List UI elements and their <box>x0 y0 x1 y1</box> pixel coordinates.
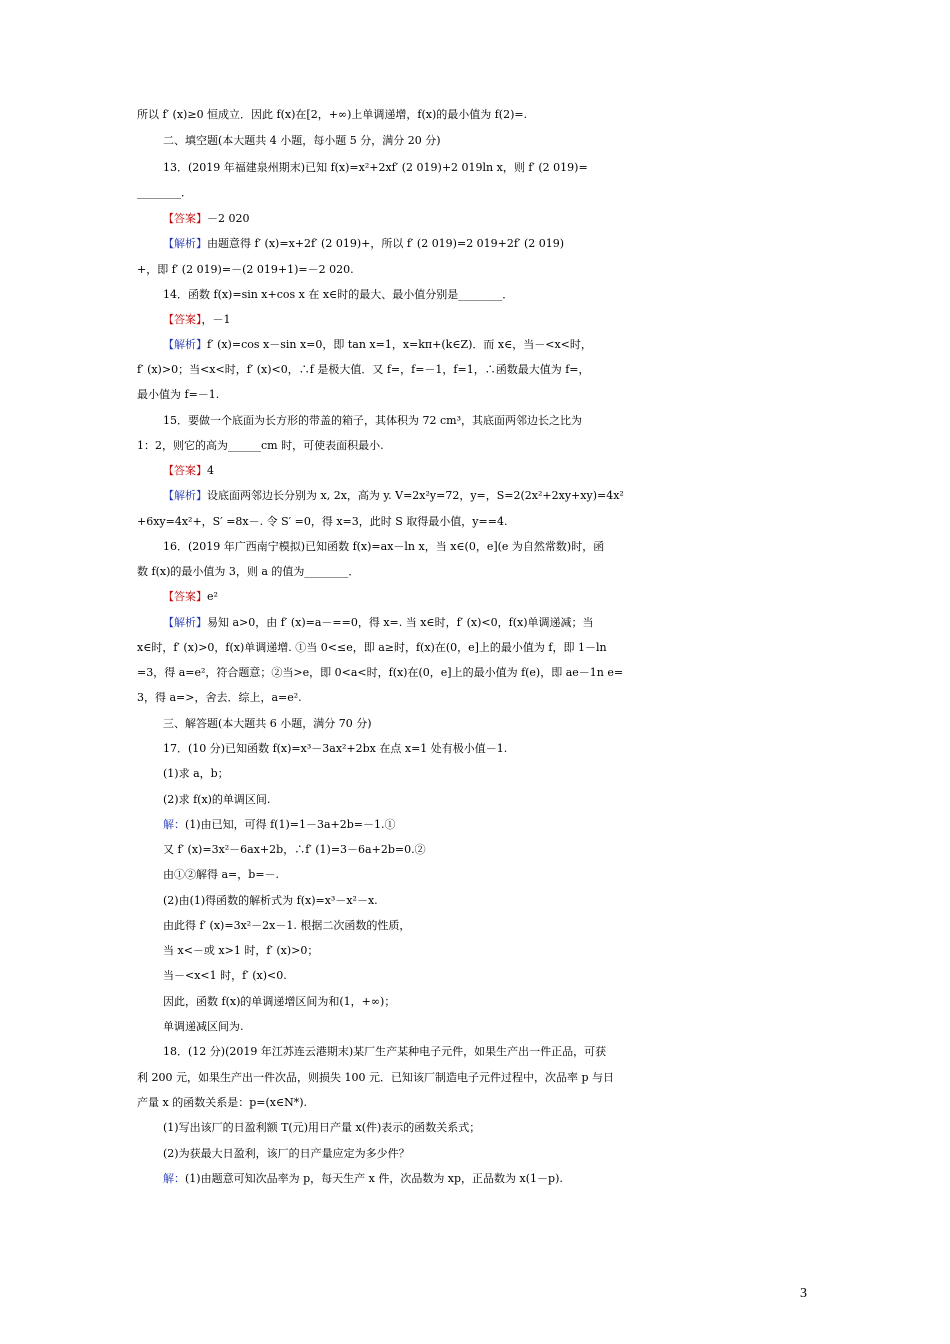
text-line <box>0 890 950 912</box>
line-text: 二、填空题(本大题共 4 小题，每小题 5 分，满分 20 分) <box>163 134 441 147</box>
line-text: 3，得 a=>，舍去．综上，a=e². <box>137 691 302 704</box>
line-text: 17．(10 分)已知函数 f(x)=x³－3ax²+2bx 在点 x=1 处有极小值－1. <box>163 742 508 755</box>
text-line <box>0 284 950 306</box>
line-text: f′ (x)=cos x－sin x=0，即 tan x=1，x=kπ+(k∈Z)．而 x∈，当－<x<时， <box>207 338 592 351</box>
line-text: 数 f(x)的最小值为 3，则 a 的值为________． <box>137 565 360 578</box>
line-text: 三、解答题(本大题共 6 小题，满分 70 分) <box>163 717 372 730</box>
solution-lead: 解： <box>163 818 185 831</box>
text-line <box>0 1067 950 1089</box>
text-line <box>0 309 950 331</box>
text-line <box>0 662 950 684</box>
text-line <box>0 839 950 861</box>
analysis-tag: 【解析】 <box>163 237 207 250</box>
text-line <box>0 334 950 356</box>
text-line <box>0 233 950 255</box>
text-line <box>0 1168 950 1190</box>
line-text: x∈时，f′ (x)>0，f(x)单调递增. ①当 0<≤e，即 a≥时，f(x)在(0，e]上的最小值为 f，即 1－ln <box>137 641 607 654</box>
text-line <box>0 991 950 1013</box>
text-line <box>0 182 950 204</box>
line-text: (2)由(1)得函数的解析式为 f(x)=x³－x²－x. <box>163 894 378 907</box>
line-text: 最小值为 f=－1. <box>137 388 220 401</box>
text-line <box>0 359 950 381</box>
text-line <box>0 104 950 126</box>
text-line <box>0 687 950 709</box>
text-line <box>0 1041 950 1063</box>
solution-lead: 解： <box>163 1172 185 1185</box>
text-line <box>0 586 950 608</box>
line-text: 因此，函数 f(x)的单调递增区间为和(1，+∞)； <box>163 995 396 1008</box>
text-line <box>0 410 950 432</box>
answer-tag: 【答案】 <box>163 590 207 603</box>
text-line <box>0 612 950 634</box>
line-text: 1：2，则它的高为______cm 时，可使表面积最小. <box>137 439 384 452</box>
line-text: 当 x<－或 x>1 时，f′ (x)>0； <box>163 944 319 957</box>
line-text: +，即 f′ (2 019)=－(2 019+1)=－2 020. <box>137 263 354 276</box>
line-text: 由①②解得 a=，b=－. <box>163 868 280 881</box>
line-text: (2)求 f(x)的单调区间. <box>163 793 271 806</box>
text-line <box>0 1117 950 1139</box>
line-text: (1)写出该厂的日盈利额 T(元)用日产量 x(件)表示的函数关系式； <box>163 1121 481 1134</box>
text-line <box>0 637 950 659</box>
line-text: 当－<x<1 时，f′ (x)<0. <box>163 969 287 982</box>
text-line <box>0 789 950 811</box>
text-line <box>0 915 950 937</box>
text-line <box>0 208 950 230</box>
line-text: 由题意得 f′ (x)=x+2f′ (2 019)+，所以 f′ (2 019)=2 019+2f′ (2 019) <box>207 237 565 250</box>
text-line <box>0 561 950 583</box>
line-text: 13．(2019 年福建泉州期末)已知 f(x)=x²+2xf′ (2 019)+2 019ln x，则 f′ (2 019)= <box>163 161 588 174</box>
answer-tag: 【答案】 <box>163 313 202 326</box>
line-text: 所以 f′ (x)≥0 恒成立．因此 f(x)在[2，+∞)上单调递增，f(x)的最小值为 f(2)=. <box>137 108 528 121</box>
text-line <box>0 738 950 760</box>
answer-tag: 【答案】 <box>163 212 207 225</box>
text-line <box>0 864 950 886</box>
text-line <box>0 384 950 406</box>
line-text: +6xy=4x²+，S′ =8x－. 令 S′ =0，得 x=3，此时 S 取得最小值，y==4. <box>137 515 508 528</box>
line-text: f′ (x)>0；当<x<时，f′ (x)<0，∴f 是极大值．又 f=，f=－1，f=1，∴函数最大值为 f=， <box>137 363 590 376</box>
line-text: 产量 x 的函数关系是：p=(x∈N*). <box>137 1096 308 1109</box>
text-line <box>0 814 950 836</box>
line-text: 设底面两邻边长分别为 x, 2x，高为 y. V=2x²y=72，y=，S=2(2x²+2xy+xy)=4x² <box>207 489 624 502</box>
line-text: 18．(12 分)(2019 年江苏连云港期末)某厂生产某种电子元件，如果生产出一件正品，可获 <box>163 1045 607 1058</box>
text-line <box>0 1092 950 1114</box>
text-line <box>0 259 950 281</box>
text-line <box>0 511 950 533</box>
text-line <box>0 435 950 457</box>
text-line <box>0 485 950 507</box>
text-line <box>0 763 950 785</box>
line-text: 15．要做一个底面为长方形的带盖的箱子，其体积为 72 cm³，其底面两邻边长之比为 <box>163 414 582 427</box>
line-text: (1)由已知，可得 f(1)=1－3a+2b=－1.① <box>185 818 396 831</box>
text-line <box>0 965 950 987</box>
text-line <box>0 536 950 558</box>
text-line <box>0 713 950 735</box>
line-text: 又 f′ (x)=3x²－6ax+2b，∴f′ (1)=3－6a+2b=0.② <box>163 843 426 856</box>
line-text: e² <box>207 590 218 603</box>
line-text: ________． <box>137 186 192 199</box>
line-text: 14．函数 f(x)=sin x+cos x 在 x∈时的最大、最小值分别是________． <box>163 288 514 301</box>
text-line <box>0 940 950 962</box>
line-text: 4 <box>207 464 214 477</box>
line-text: (1)求 a，b； <box>163 767 229 780</box>
text-line <box>0 1016 950 1038</box>
line-text: 易知 a>0，由 f′ (x)=a－==0，得 x=. 当 x∈时，f′ (x)<0，f(x)单调递减；当 <box>207 616 594 629</box>
text-line <box>0 130 950 152</box>
line-text: 利 200 元，如果生产出一件次品，则损失 100 元．已知该厂制造电子元件过程中，次品率 p 与日 <box>137 1071 615 1084</box>
text-line <box>0 157 950 179</box>
answer-tag: 【答案】 <box>163 464 207 477</box>
line-text: 16．(2019 年广西南宁模拟)已知函数 f(x)=ax－ln x，当 x∈(0，e](e 为自然常数)时，函 <box>163 540 605 553</box>
line-text: =3，得 a=e²，符合题意；②当>e，即 0<a<时，f(x)在(0，e]上的最小值为 f(e)，即 ae－1n e= <box>137 666 624 679</box>
analysis-tag: 【解析】 <box>163 616 207 629</box>
line-text: ，－1 <box>201 313 231 326</box>
line-text: (1)由题意可知次品率为 p，每天生产 x 件，次品数为 xp，正品数为 x(1－p). <box>185 1172 563 1185</box>
analysis-tag: 【解析】 <box>163 338 207 351</box>
analysis-tag: 【解析】 <box>163 489 207 502</box>
line-text: (2)为获最大日盈利，该厂的日产量应定为多少件？ <box>163 1147 410 1160</box>
line-text: 单调递减区间为. <box>163 1020 244 1033</box>
line-text: 由此得 f′ (x)=3x²－2x－1. 根据二次函数的性质， <box>163 919 411 932</box>
text-line <box>0 460 950 482</box>
line-text: －2 020 <box>207 212 250 225</box>
text-line <box>0 1143 950 1165</box>
page-number: 3 <box>800 1286 807 1301</box>
